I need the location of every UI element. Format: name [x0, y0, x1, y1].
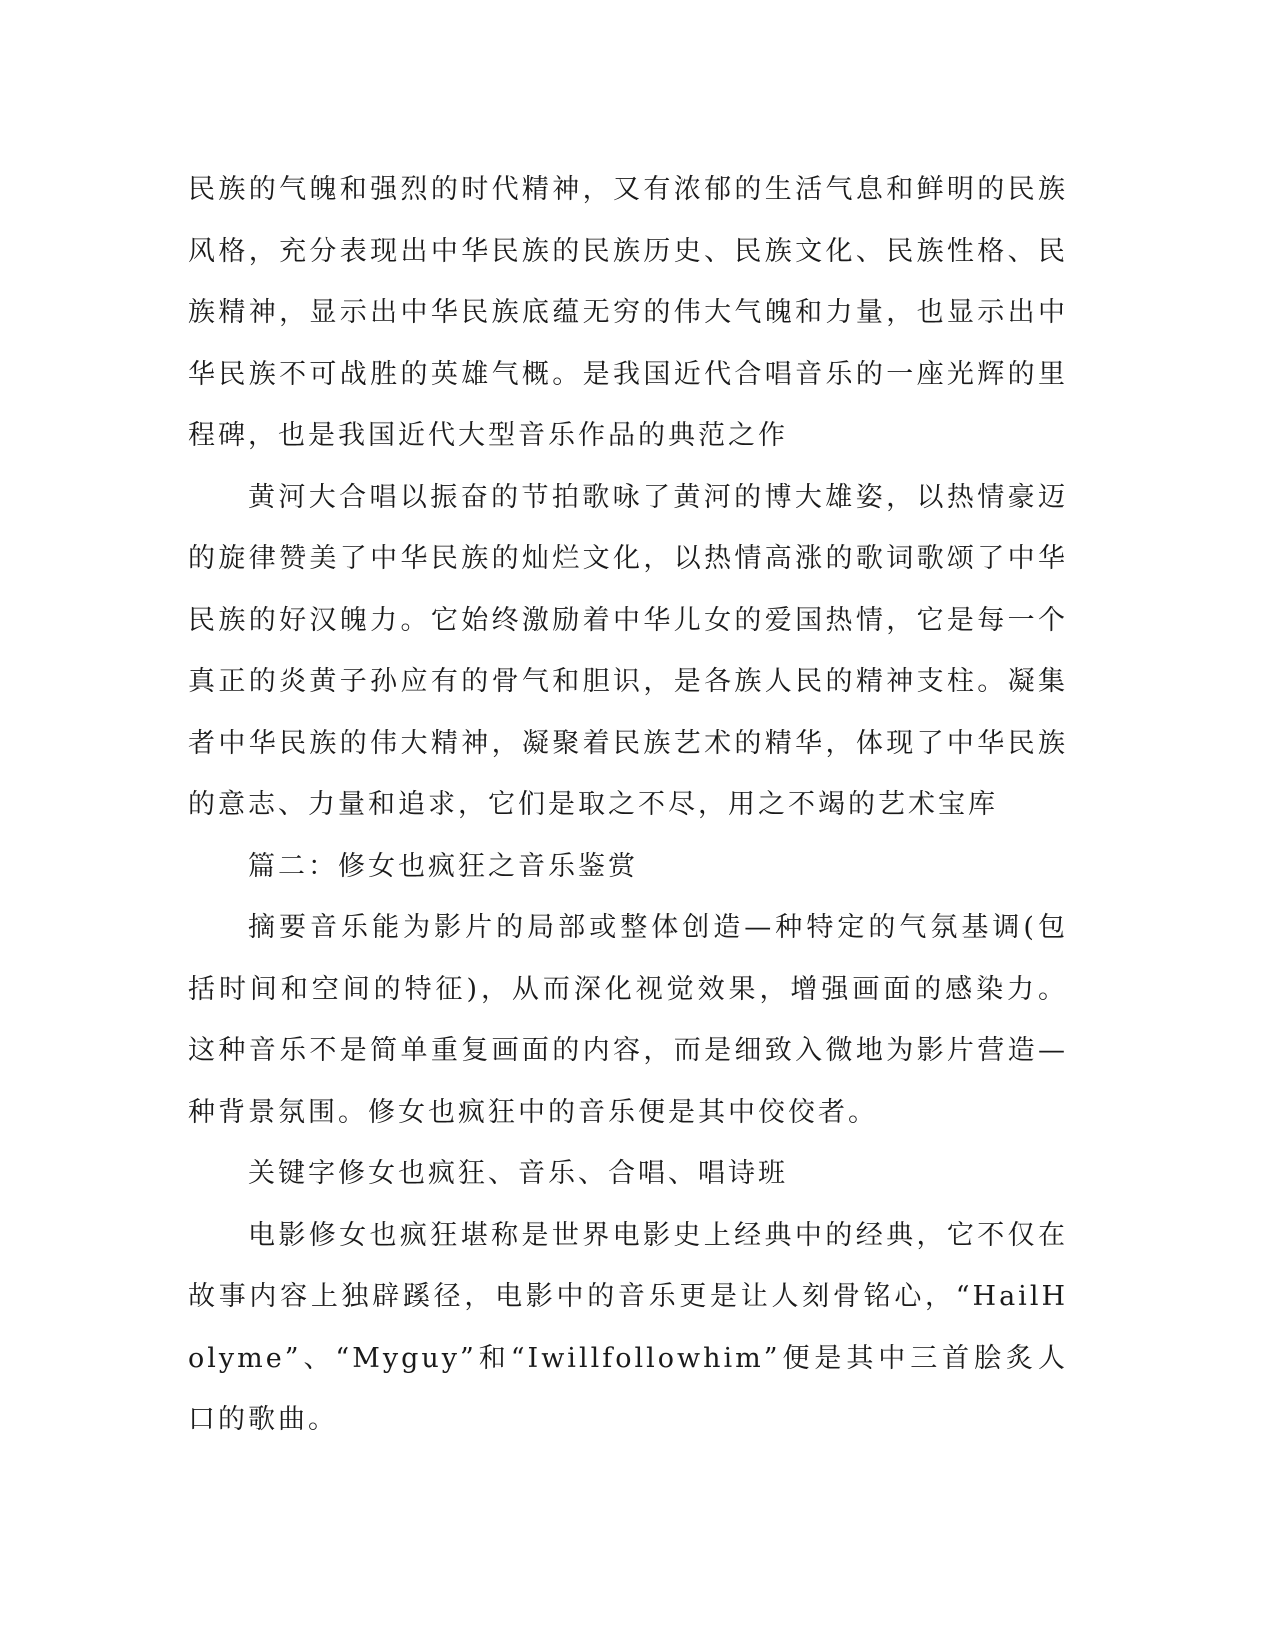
- paragraph-1: 民族的气魄和强烈的时代精神，又有浓郁的生活气息和鲜明的民族风格，充分表现出中华民族的民族历史、民族文化、民族性格、民族精神，显示出中华民族底蕴无穷的伟大气魄和力量，也显示出中华民族不可战胜的英雄气概。是我国近代合唱音乐的一座光辉的里程碑，也是我国近代大型音乐作品的典范之作: [188, 174, 1068, 451]
- paragraph-6: 电影修女也疯狂堪称是世界电影史上经典中的经典，它不仅在故事内容上独辟蹊径，电影中的音乐更是让人刻骨铭心，“HailHolyme”、“Myguy”和“Iwillfollowhim”便是其中三首脍炙人口的歌曲。: [188, 1219, 1068, 1435]
- abstract-paragraph: 摘要音乐能为影片的局部或整体创造—种特定的气氛基调(包括时间和空间的特征)，从而深化视觉效果，增强画面的感染力。这种音乐不是简单重复画面的内容，而是细致入微地为影片营造—种背景氛围。修女也疯狂中的音乐便是其中佼佼者。: [188, 912, 1068, 1128]
- document-body: [188, 159, 1068, 1451]
- paragraph-2: 黄河大合唱以振奋的节拍歌咏了黄河的博大雄姿，以热情豪迈的旋律赞美了中华民族的灿烂文化，以热情高涨的歌词歌颂了中华民族的好汉魄力。它始终激励着中华儿女的爱国热情，它是每一个真正的炎黄子孙应有的骨气和胆识，是各族人民的精神支柱。凝集者中华民族的伟大精神，凝聚着民族艺术的精华，体现了中华民族的意志、力量和追求，它们是取之不尽，用之不竭的艺术宝库: [188, 481, 1068, 820]
- section-heading: 篇二：修女也疯狂之音乐鉴赏: [248, 850, 638, 882]
- keywords-paragraph: 关键字修女也疯狂、音乐、合唱、唱诗班: [248, 1158, 788, 1189]
